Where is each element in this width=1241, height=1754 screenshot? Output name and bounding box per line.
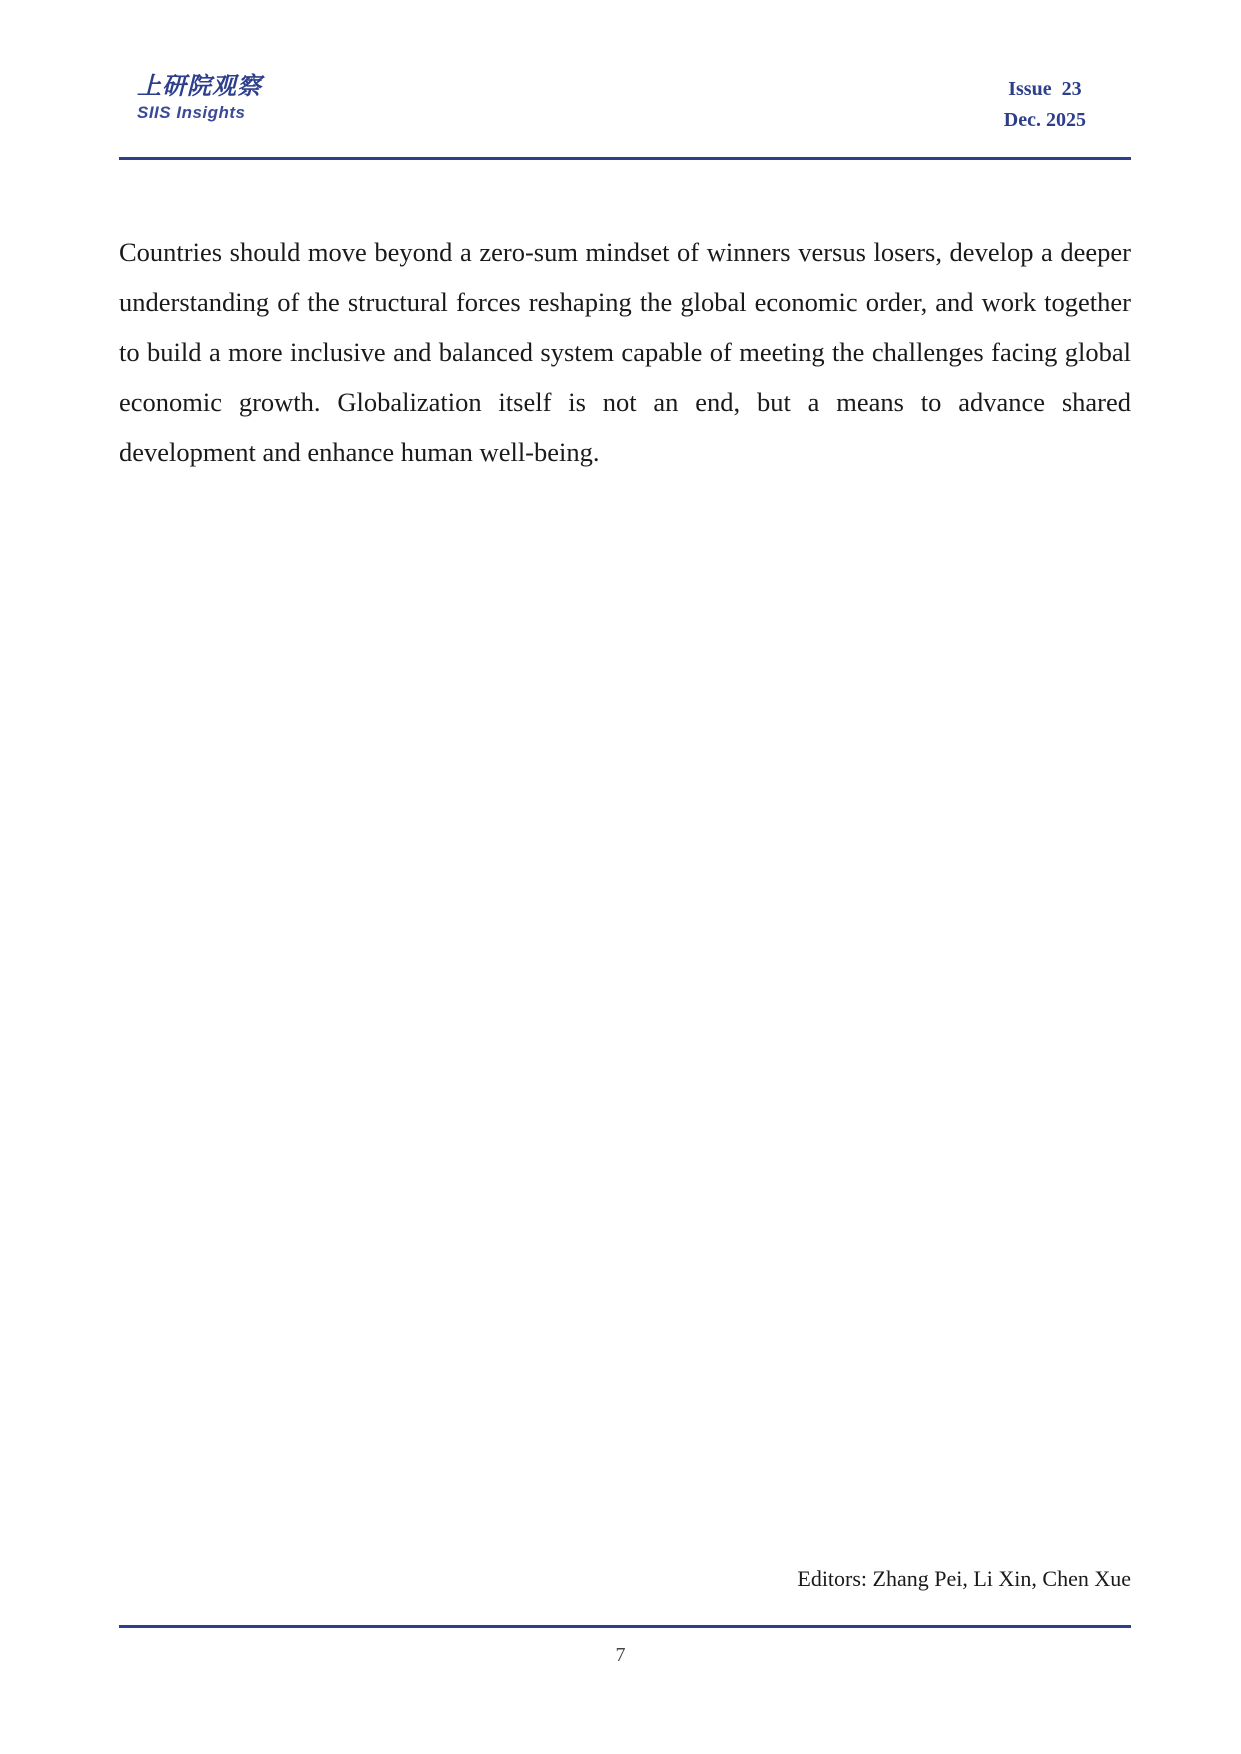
body-paragraph: Countries should move beyond a zero-sum mindset of winners versus losers, develop a deeper understanding of the structural forces reshaping the global economic order, and work together to build a more inclusive and balanced system capable of meeting the challenges facing global economic growth. Globalization itself is not an end, but a means to advance shared development and enhance human well-being. xyxy=(119,237,1131,467)
footer-divider xyxy=(119,1625,1131,1628)
editors-credit: Editors: Zhang Pei, Li Xin, Chen Xue xyxy=(797,1566,1131,1591)
logo-chinese-title: 上研院观察 xyxy=(137,71,262,100)
issue-number: Issue 23 xyxy=(1008,78,1082,100)
header-divider xyxy=(119,157,1131,160)
issue-info xyxy=(1004,74,1086,136)
page-number: 7 xyxy=(615,1644,626,1666)
logo-english-title: SIIS Insights xyxy=(137,103,246,122)
issue-date: Dec. 2025 xyxy=(1003,109,1086,131)
